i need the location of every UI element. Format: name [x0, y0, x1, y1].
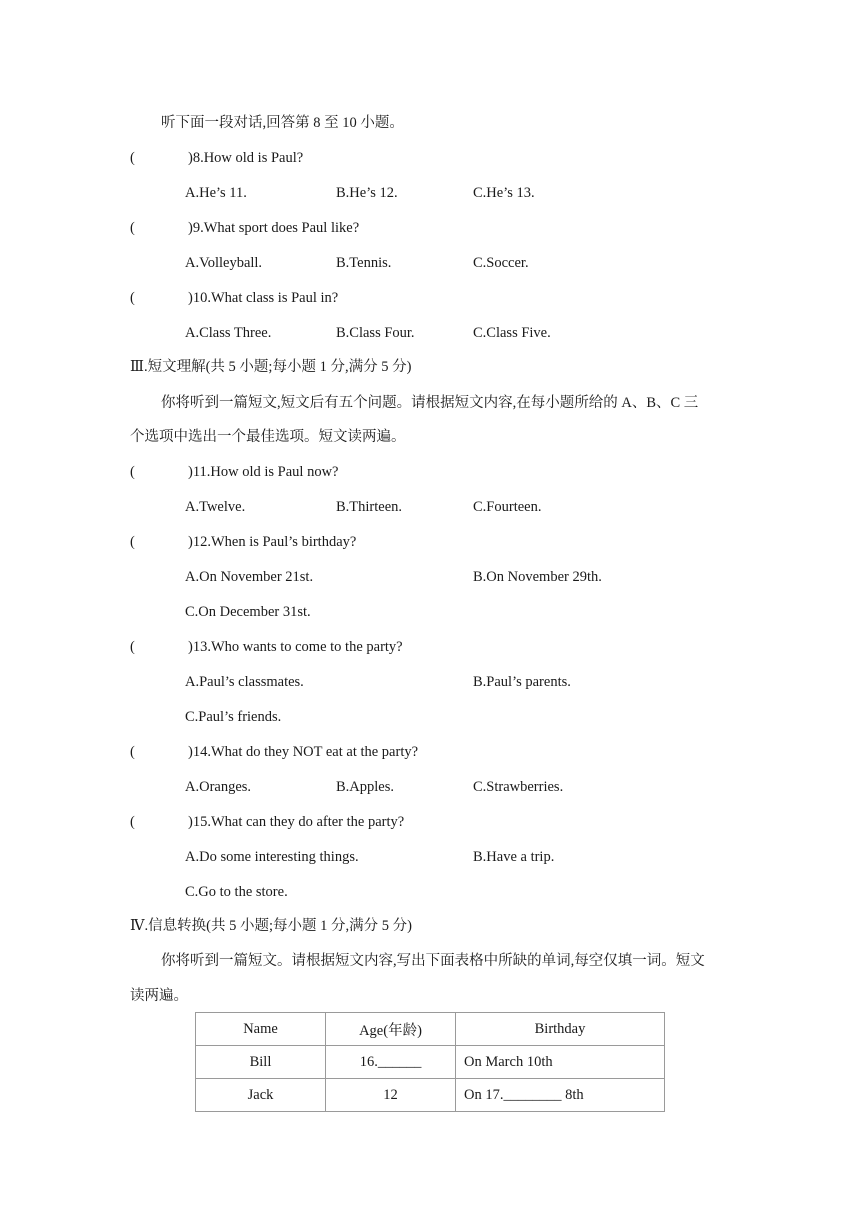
table-row — [196, 1046, 665, 1079]
q11-option-c: C.Fourteen. — [473, 499, 542, 515]
question-9 — [130, 219, 359, 237]
question-13 — [130, 638, 403, 656]
q15-option-b: B.Have a trip. — [473, 849, 555, 865]
q14-option-b: B.Apples. — [336, 779, 394, 795]
q10-option-b: B.Class Four. — [336, 325, 415, 341]
question-text: )10.What class is Paul in? — [188, 290, 339, 306]
q11-option-b: B.Thirteen. — [336, 499, 403, 515]
q14-option-a: A.Oranges. — [185, 779, 252, 795]
question-text: )11.How old is Paul now? — [188, 464, 339, 480]
cell-name: Bill — [196, 1046, 326, 1079]
cell-age: 12 — [326, 1079, 456, 1112]
q9-option-c: C.Soccer. — [473, 255, 529, 271]
info-table — [195, 1012, 665, 1112]
question-8 — [130, 149, 303, 167]
question-text: )9.What sport does Paul like? — [188, 220, 360, 236]
question-11 — [130, 463, 339, 481]
q12-option-a: A.On November 21st. — [185, 569, 314, 585]
q9-option-a: A.Volleyball. — [185, 255, 263, 271]
answer-paren[interactable]: ( — [130, 639, 135, 655]
q15-option-a: A.Do some interesting things. — [185, 849, 359, 865]
cell-age-blank-16[interactable]: 16.______ — [326, 1046, 456, 1079]
q13-option-b: B.Paul’s parents. — [473, 674, 571, 690]
listening-intro-8-10: 听下面一段对话,回答第 8 至 10 小题。 — [161, 115, 404, 131]
answer-paren[interactable]: ( — [130, 150, 135, 166]
table-header-row — [196, 1013, 665, 1046]
question-text: )14.What do they NOT eat at the party? — [188, 744, 419, 760]
answer-paren[interactable]: ( — [130, 290, 135, 306]
q12-option-c: C.On December 31st. — [185, 604, 311, 620]
question-text: )12.When is Paul’s birthday? — [188, 534, 357, 550]
section-3-instructions-line-2: 个选项中选出一个最佳选项。短文读两遍。 — [130, 429, 406, 445]
question-text: )13.Who wants to come to the party? — [188, 639, 403, 655]
q14-option-c: C.Strawberries. — [473, 779, 564, 795]
header-birthday: Birthday — [456, 1013, 665, 1046]
q8-option-b: B.He’s 12. — [336, 185, 398, 201]
header-name: Name — [196, 1013, 326, 1046]
table-row — [196, 1079, 665, 1112]
question-12 — [130, 533, 356, 551]
question-text: )15.What can they do after the party? — [188, 814, 405, 830]
answer-paren[interactable]: ( — [130, 464, 135, 480]
cell-birthday: On March 10th — [456, 1046, 665, 1079]
answer-paren[interactable]: ( — [130, 744, 135, 760]
answer-paren[interactable]: ( — [130, 814, 135, 830]
q8-option-c: C.He’s 13. — [473, 185, 535, 201]
section-4-instructions-line-1: 你将听到一篇短文。请根据短文内容,写出下面表格中所缺的单词,每空仅填一词。短文 — [161, 953, 705, 969]
answer-paren[interactable]: ( — [130, 534, 135, 550]
q10-option-a: A.Class Three. — [185, 325, 272, 341]
cell-name: Jack — [196, 1079, 326, 1112]
q15-option-c: C.Go to the store. — [185, 884, 288, 900]
q12-option-b: B.On November 29th. — [473, 569, 602, 585]
q9-option-b: B.Tennis. — [336, 255, 392, 271]
section-4-title: Ⅳ.信息转换(共 5 小题;每小题 1 分,满分 5 分) — [130, 918, 412, 934]
question-14 — [130, 743, 418, 761]
section-3-instructions-line-1: 你将听到一篇短文,短文后有五个问题。请根据短文内容,在每小题所给的 A、B、C 三 — [161, 395, 699, 411]
section-3-title: Ⅲ.短文理解(共 5 小题;每小题 1 分,满分 5 分) — [130, 359, 412, 375]
section-4-instructions-line-2: 读两遍。 — [130, 988, 188, 1004]
q11-option-a: A.Twelve. — [185, 499, 246, 515]
question-10 — [130, 289, 338, 307]
answer-paren[interactable]: ( — [130, 220, 135, 236]
header-age: Age(年龄) — [326, 1013, 456, 1046]
question-text: )8.How old is Paul? — [188, 150, 304, 166]
q8-option-a: A.He’s 11. — [185, 185, 247, 201]
q13-option-c: C.Paul’s friends. — [185, 709, 282, 725]
question-15 — [130, 813, 404, 831]
q10-option-c: C.Class Five. — [473, 325, 551, 341]
q13-option-a: A.Paul’s classmates. — [185, 674, 304, 690]
cell-birthday-blank-17[interactable]: On 17.________ 8th — [456, 1079, 665, 1112]
